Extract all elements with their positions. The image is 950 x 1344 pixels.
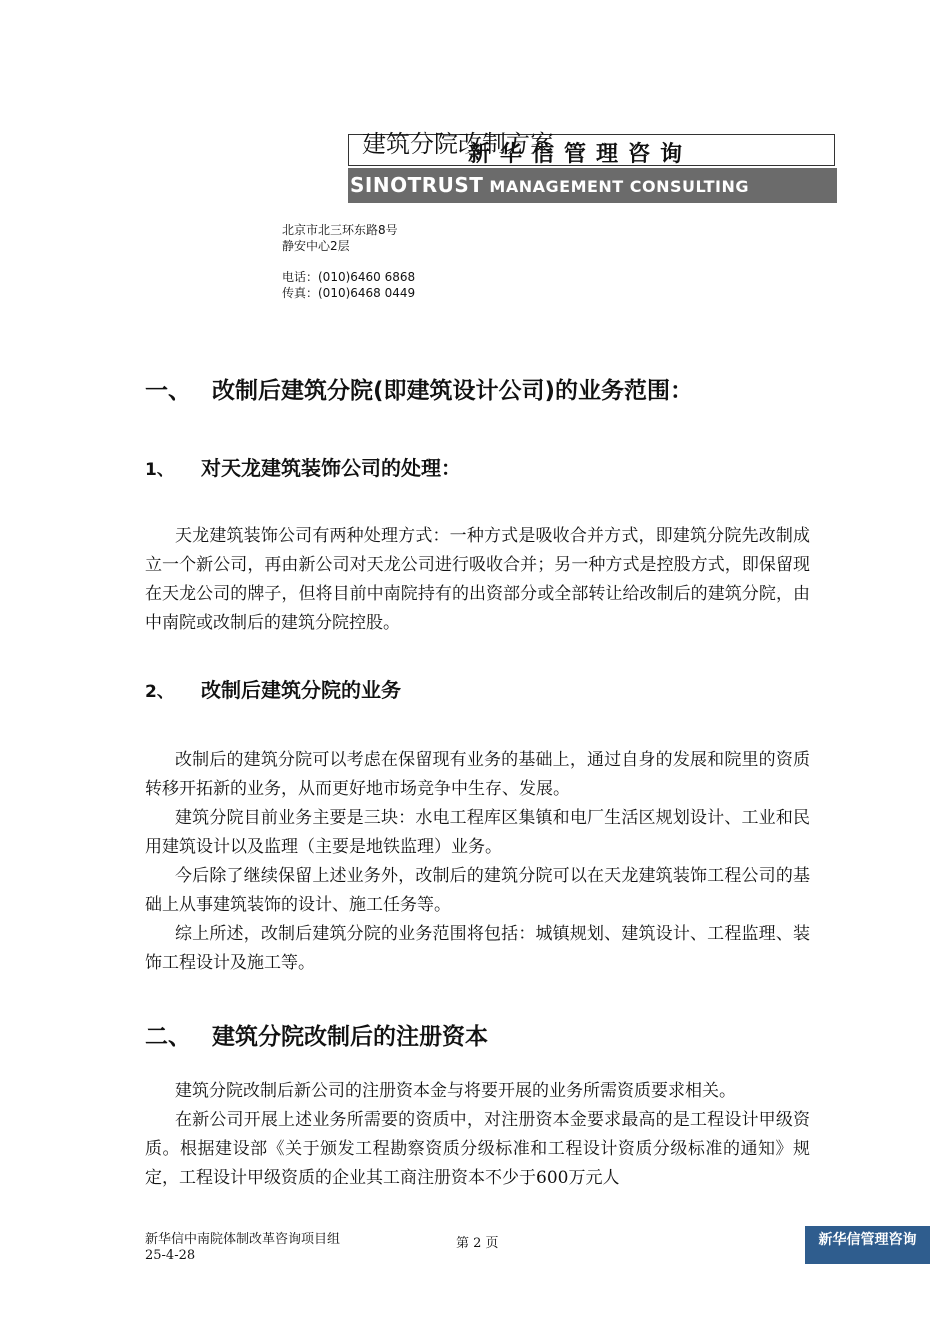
- footer-info: [145, 1232, 340, 1264]
- section-1-number: 一、: [145, 378, 191, 404]
- paragraph: 建筑分院改制后新公司的注册资本金与将要开展的业务所需资质要求相关。: [175, 1081, 736, 1101]
- footer-brand-badge: 新华信管理咨询: [805, 1226, 930, 1264]
- logo-english-band: [348, 168, 837, 203]
- section-2-number: 二、: [145, 1024, 191, 1050]
- section-1-title: 改制后建筑分院(即建筑设计公司)的业务范围：: [212, 378, 694, 404]
- subsection-2-heading: [145, 674, 401, 703]
- paragraph: 综上所述，改制后建筑分院的业务范围将包括：城镇规划、建筑设计、工程监理、装饰工程设计及施工等。: [145, 924, 810, 973]
- section-2-heading: [145, 1018, 488, 1051]
- logo-chinese-name: 新华信管理咨询: [468, 142, 693, 167]
- footer-date: 25-4-28: [145, 1248, 196, 1263]
- paragraph: 今后除了继续保留上述业务外，改制后的建筑分院可以在天龙建筑装饰工程公司的基础上从事建筑装饰的设计、施工任务等。: [145, 866, 810, 915]
- phone-number: 电话：(010)6460 6868: [282, 270, 416, 284]
- section-2-title: 建筑分院改制后的注册资本: [212, 1024, 488, 1050]
- contact-block: [282, 222, 415, 301]
- fax-number: 传真：(010)6468 0449: [282, 286, 416, 300]
- section-1-heading: [145, 372, 693, 405]
- address-line-2: 静安中心2层: [282, 239, 350, 253]
- subsection-2-title: 改制后建筑分院的业务: [201, 678, 401, 702]
- footer-project-group: 新华信中南院体制改革咨询项目组: [145, 1232, 341, 1247]
- subsection-1-number: 1、: [145, 460, 174, 480]
- subsection-1-heading: [145, 452, 461, 481]
- subsection-2-number: 2、: [145, 682, 174, 702]
- logo-english-sub: MANAGEMENT CONSULTING: [489, 177, 749, 196]
- paragraph: 在新公司开展上述业务所需要的资质中，对注册资本金要求最高的是工程设计甲级资质。根据建设部《关于颁发工程勘察资质分级标准和工程设计资质分级标准的通知》规定，工程设计甲级资质的企业其工商注册资本不少于600万元人: [145, 1110, 810, 1188]
- paragraph: 建筑分院目前业务主要是三块：水电工程库区集镇和电厂生活区规划设计、工业和民用建筑设计以及监理（主要是地铁监理）业务。: [145, 808, 810, 857]
- logo-english-main: SINOTRUST: [350, 173, 484, 197]
- subsection-1-title: 对天龙建筑装饰公司的处理：: [201, 456, 461, 480]
- paragraph: 天龙建筑装饰公司有两种处理方式：一种方式是吸收合并方式，即建筑分院先改制成立一个新公司，再由新公司对天龙公司进行吸收合并；另一种方式是控股方式，即保留现在天龙公司的牌子，但将目前中南院持有的出资部分或全部转让给改制后的建筑分院，由中南院或改制后的建筑分院控股。: [145, 526, 810, 633]
- address-line-1: 北京市北三环东路8号: [282, 223, 398, 237]
- page-number: 第 2 页: [456, 1236, 499, 1251]
- paragraph: 改制后的建筑分院可以考虑在保留现有业务的基础上，通过自身的发展和院里的资质转移开拓新的业务，从而更好地市场竞争中生存、发展。: [145, 750, 810, 799]
- document-title: 建筑分院改制方案: [362, 130, 554, 158]
